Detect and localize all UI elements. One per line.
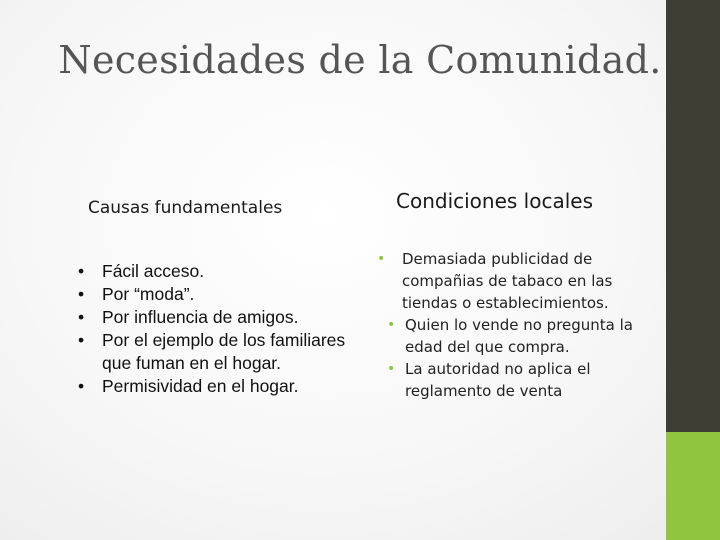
bullet-icon: • [387, 361, 396, 377]
side-bar-accent [666, 432, 720, 540]
list-item [78, 260, 348, 283]
bullet-icon: • [78, 284, 85, 304]
list-item [78, 283, 348, 306]
list-item [78, 306, 348, 329]
list-item-text: Fácil acceso. [102, 261, 205, 281]
list-item [78, 329, 348, 375]
bullet-icon: • [377, 251, 386, 267]
list-item-text: La autoridad no aplica el reglamento de venta [405, 360, 591, 400]
list-item [78, 375, 348, 398]
right-bullet-list [377, 248, 662, 402]
bullet-icon: • [78, 376, 85, 396]
bullet-icon: • [387, 317, 396, 333]
list-item [377, 248, 662, 314]
list-item-text: Demasiada publicidad de compañias de tabaco en las tiendas o establecimientos. [402, 250, 613, 312]
slide-title: Necesidades de la Comunidad. [58, 38, 662, 82]
list-item [377, 358, 662, 402]
left-bullet-list [78, 260, 348, 398]
right-column-heading: Condiciones locales [396, 189, 594, 213]
list-item-text: Por “moda”. [102, 284, 195, 304]
list-item [377, 314, 662, 358]
list-item-text: Permisividad en el hogar. [102, 376, 299, 396]
bullet-icon: • [78, 307, 85, 327]
list-item-text: Por el ejemplo de los familiares que fuman en el hogar. [102, 330, 346, 373]
bullet-icon: • [78, 330, 85, 350]
bullet-icon: • [78, 261, 85, 281]
list-item-text: Por influencia de amigos. [102, 307, 299, 327]
left-column-heading: Causas fundamentales [88, 198, 283, 218]
list-item-text: Quien lo vende no pregunta la edad del que compra. [405, 316, 634, 356]
